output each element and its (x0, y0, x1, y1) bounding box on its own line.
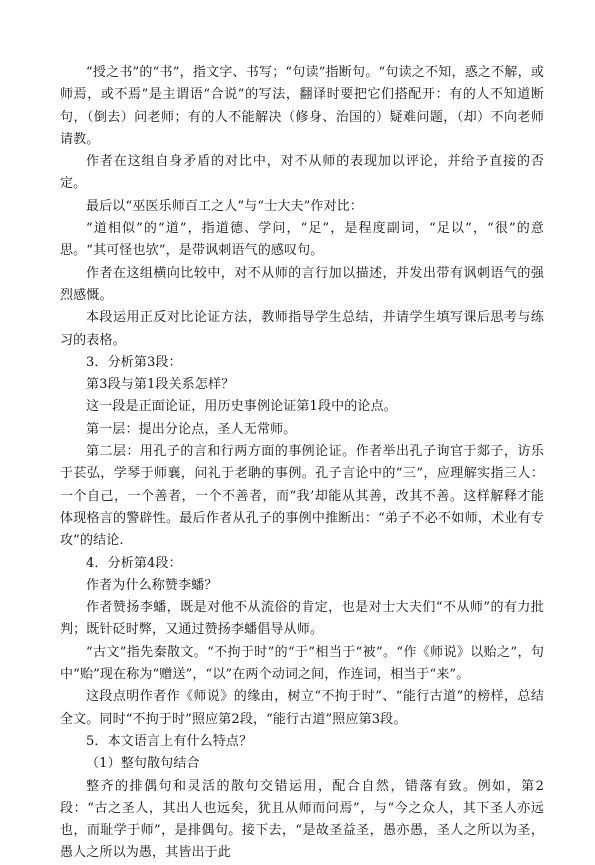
question: 作者为什么称赞李蟠？ (86, 577, 218, 593)
paragraph: 这段点明作者作《师说》的缘由，树立“不拘于时”、“能行古道”的榜样，总结全文。同时“不拘于时”照应第2段，“能行古道”照应第3段。 (60, 689, 544, 727)
section-heading: 3．分析第3段： (86, 354, 182, 370)
paragraph: 第二层：用孔子的言和行两方面的事例论证。作者举出孔子询官于郯子，访乐于苌弘，学琴于师襄，问礼于老聃的事例。孔子言论中的“三”，应理解实指三人：一个自己，一个善者，一个不善者，而“我’却能从其善，改其不善。这样解释才能体现格言的警辟性。最后作者从孔子的事例中推断出：“弟子不必不如师，术业有专攻”的结论. (60, 444, 544, 549)
question: 第3段与第1段关系怎样？ (86, 377, 235, 393)
paragraph: 本段运用正反对比论证方法，教师指导学生总结，并请学生填写课后思考与练习的表格。 (60, 310, 544, 348)
section-heading: 4．分析第4段： (86, 555, 182, 571)
paragraph: 第一层：提出分论点，圣人无常师。 (86, 421, 297, 437)
paragraph: 这一段是正面论证，用历史事例论证第1段中的论点。 (86, 399, 397, 415)
paragraph: 作者赞扬李蟠，既是对他不从流俗的肯定，也是对士大夫们“不从师”的有力批判；既针砭时弊，又通过赞扬李蟠倡导从师。 (60, 600, 544, 638)
paragraph: “道相似”的“道”，指道德、学问，“足”，是程度副词，“足以”，“很”的意思。“其可怪也欤”，是带讽刺语气的感叹句。 (60, 221, 544, 259)
paragraph: 最后以“巫医乐师百工之人”与“士大夫”作对比： (86, 198, 364, 214)
paragraph: 整齐的排偶句和灵活的散句交错运用，配合自然，错落有致。例如，第2段：“古之圣人，其出人也远矣，犹且从师而问焉”，与“今之众人，其下圣人亦远也，而耻学于师”，是排偶句。接下去，“是故圣益圣，愚亦愚，圣人之所以为圣，愚人之所以为愚，其皆出于此 (60, 778, 544, 861)
document-body (60, 62, 544, 865)
subsection-heading: （1）整句散句结合 (86, 756, 200, 772)
paragraph: “授之书”的“书”，指文字、书写；“句读”指断句。“句读之不知，惑之不解，或师焉，或不焉”是主谓语“合说”的写法，翻译时要把它们搭配开：有的人不知道断句，（倒去）问老师；有的人不能解决（修身、治国的）疑难问题，（却）不向老师请教。 (60, 65, 544, 147)
paragraph: 作者在这组横向比较中，对不从师的言行加以描述，并发出带有讽刺语气的强烈感慨。 (60, 265, 544, 303)
paragraph: “古文”指先秦散文。“不拘于时”的“于”相当于“被”。“作《师说》以贻之”，句中“贻”现在称为“赠送”，“以”在两个动词之间，作连词，相当于“来”。 (60, 644, 544, 683)
paragraph: 作者在这组自身矛盾的对比中，对不从师的表现加以评论，并给予直接的否定。 (60, 154, 544, 192)
section-heading: 5．本文语言上有什么特点？ (86, 733, 253, 749)
